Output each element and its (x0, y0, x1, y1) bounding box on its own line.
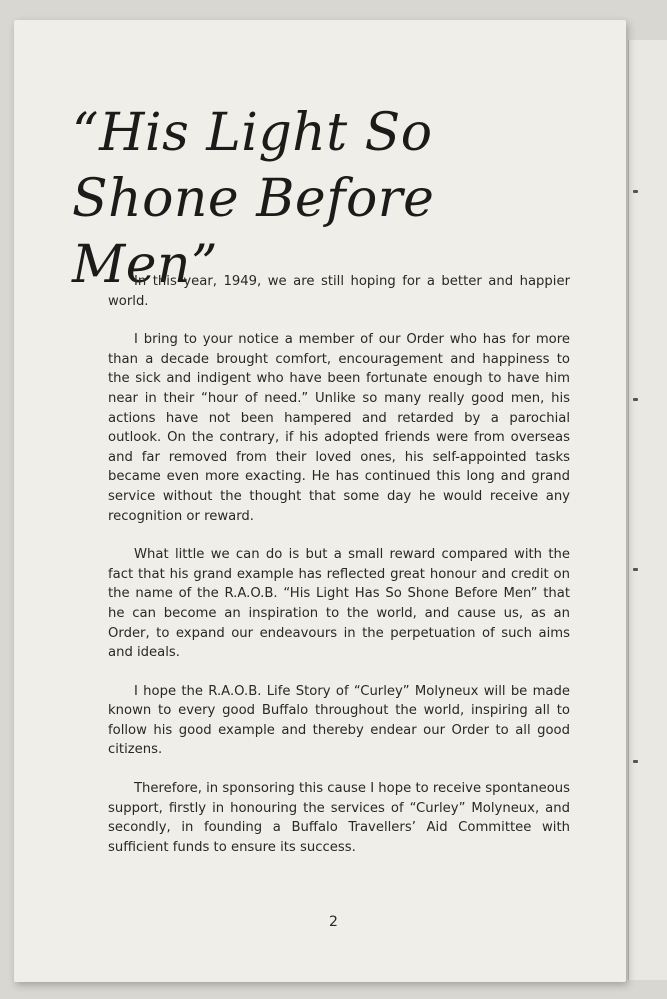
paragraph: I hope the R.A.O.B. Life Story of “Curley” Molyneux will be made known to every good Buffalo throughout the world, inspiring all to follow his good example and thereby endear our Order to all good citizens. (108, 683, 570, 758)
body-text (108, 272, 570, 876)
paragraph: What little we can do is but a small reward compared with the fact that his grand example has reflected great honour and credit on the name of the R.A.O.B. “His Light Has So Shone Before Men” that he can become an inspiration to the world, and cause us, as an Order, to expand our endeavours in the perpetuation of such aims and ideals. (108, 547, 570, 661)
next-page-edge (628, 40, 667, 980)
paragraph: I bring to your notice a member of our Order who has for more than a decade brought comfort, encouragement and happiness to the sick and indigent who have been fortunate enough to have him near in their “hour of need.” Unlike so many really good men, his actions have not been hampered and retarded by a parochial outlook. On the contrary, if his adopted friends were from overseas and far removed from their loved ones, his self-appointed tasks became even more exacting. He has continued this long and grand service without the thought that some day he would receive any recognition or reward. (108, 332, 570, 524)
paragraph: In this year, 1949, we are still hoping for a better and happier world. (108, 274, 570, 309)
staple (633, 398, 638, 401)
page-headline: “His Light So Shone Before Men” (72, 103, 435, 295)
staple (633, 190, 638, 193)
page-number: 2 (329, 914, 338, 930)
staple (633, 568, 638, 571)
paragraph: Therefore, in sponsoring this cause I hope to receive spontaneous support, firstly in honouring the services of “Curley” Molyneux, and secondly, in founding a Buffalo Travellers’ Aid Committee with sufficient funds to ensure its success. (108, 781, 570, 855)
staple (633, 760, 638, 763)
